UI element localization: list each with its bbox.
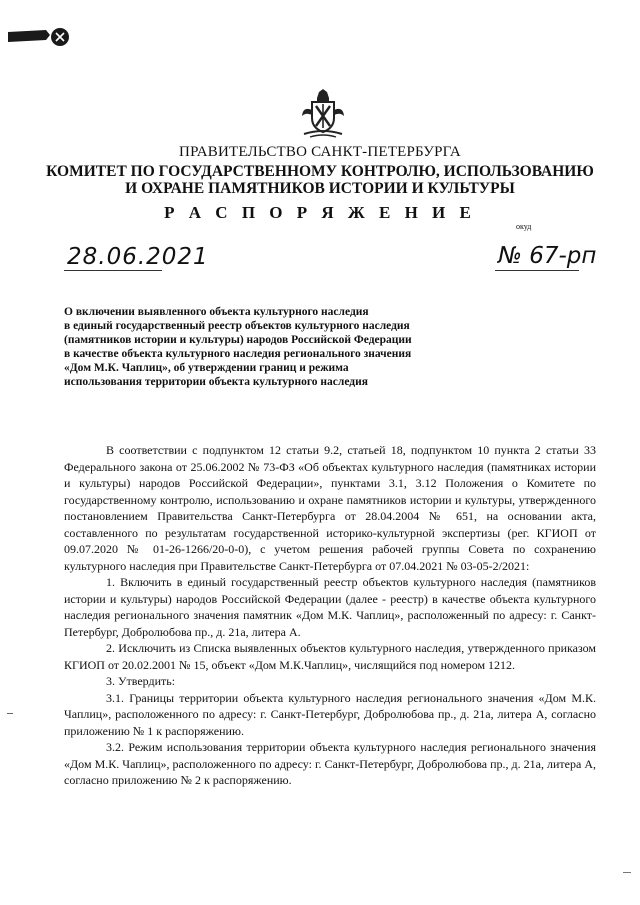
clause-3-1: 3.1. Границы территории объекта культурного наследия регионального значения «Дом М.К. Чаплиц», расположенного по адресу: г. Санкт-Петербург, Добролюбова пр., д. 21а, литера А, согласно приложению № 1 к распоряжению. [64,690,596,738]
okud-label: окуд [516,222,532,231]
document-subject [64,305,494,389]
coat-of-arms-icon [300,88,346,140]
scan-artifact [623,872,631,873]
document-date: 28.06.2021 [67,244,209,270]
scan-artifact [7,713,13,714]
committee-name-line: КОМИТЕТ ПО ГОСУДАРСТВЕННОМУ КОНТРОЛЮ, ИСПОЛЬЗОВАНИЮ [46,163,594,180]
committee-name-line: И ОХРАНЕ ПАМЯТНИКОВ ИСТОРИИ И КУЛЬТУРЫ [125,180,515,197]
clause-2: 2. Исключить из Списка выявленных объектов культурного наследия, утвержденного приказом КГИОП от 20.02.2001 № 15, объект «Дом М.К.Чаплиц», числящийся под номером 1212. [64,641,596,672]
subject-line: использования территории объекта культурного наследия [64,376,368,388]
subject-line: (памятников истории и культуры) народов Российской Федерации [64,334,412,346]
subject-line: О включении выявленного объекта культурного наследия [64,306,369,318]
document-type: Р А С П О Р Я Ж Е Н И Е [164,203,476,222]
subject-line: «Дом М.К. Чаплиц», об утверждении границ и режима [64,362,349,374]
scan-marker-icon [6,26,72,48]
preamble-paragraph: В соответствии с подпунктом 12 статьи 9.2, статьей 18, подпунктом 10 пункта 2 статьи 33 Федерального закона от 25.06.2002 № 73-ФЗ «Об объектах культурного наследия (памятниках истории и культуры) народов Российской Федерации», пунктами 3.1, 3.12 Положения о Комитете по государственному контролю, использованию и охране памятников истории и культуры, утвержденного постановлением Правительства Санкт-Петербурга от 28.04.2004 № 651, на основании акта, составленного по результатам государственной историко-культурной экспертизы (рег. КГИОП от 09.07.2020 № 01-26-1266/20-0-0), с учетом решения рабочей группы Совета по сохранению культурного наследия при Правительстве Санкт-Петербурга от 07.04.2021 № 03-05-2/2021: [64,443,596,573]
subject-line: в качестве объекта культурного наследия регионального значения [64,348,412,360]
document-body [64,442,596,789]
document-number: № 67-рп [498,243,597,269]
subject-line: в единый государственный реестр объектов культурного наследия [64,320,410,332]
clause-3: 3. Утвердить: [106,674,176,688]
clause-3-2: 3.2. Режим использования территории объекта культурного наследия регионального значения «Дом М.К. Чаплиц», расположенного по адресу: г. Санкт-Петербург, Добролюбова пр., д. 21а, литера А, согласно приложению № 2 к распоряжению. [64,740,596,787]
date-underline [64,270,162,271]
government-name: ПРАВИТЕЛЬСТВО САНКТ-ПЕТЕРБУРГА [179,144,461,160]
number-underline [495,270,579,271]
committee-name [0,163,640,197]
clause-1: 1. Включить в единый государственный реестр объектов культурного наследия (памятников истории и культуры) народов Российской Федерации (далее - реестр) в качестве объекта культурного наследия регионального значения памятник «Дом М.К. Чаплиц», расположенный по адресу: г. Санкт-Петербург, Добролюбова пр., д. 21а, литера А. [64,575,596,639]
